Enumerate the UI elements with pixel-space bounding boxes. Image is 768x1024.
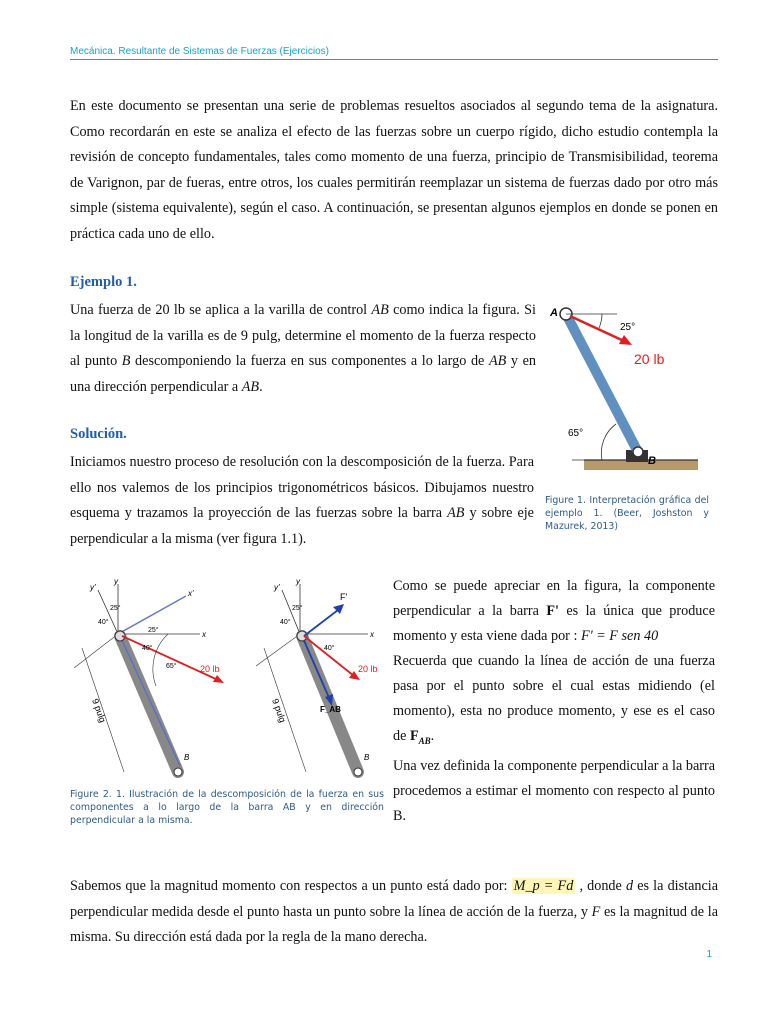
- text-run: Iniciamos nuestro proceso de resolución con la descomposición de la fuerza. Para ello nos valemos de los principios trigonométricos básicos. Dibujamos nuestro esquema y trazamos la proyección de las fuerzas sobre la barra: [70, 454, 534, 522]
- label-b: B: [184, 753, 190, 762]
- angle-25-label-a: 25°: [110, 605, 121, 612]
- text-run: F: [409, 728, 419, 744]
- pin-b: [354, 768, 362, 776]
- text-run: y en una dirección perpendicular a: [70, 353, 536, 395]
- text-run: AB: [447, 505, 465, 522]
- angle-40-label-a: 40°: [280, 619, 291, 626]
- text-run: Una vez definida la componente perpendicular a la barra procedemos a estimar el momento con respecto al punto B.: [393, 757, 715, 824]
- text-run: Como se puede apreciar en la figura, la componente perpendicular a la barra: [393, 578, 715, 619]
- pin-b: [174, 768, 182, 776]
- angle-25-label: 25°: [292, 605, 303, 612]
- label-x-prime: x': [188, 589, 194, 598]
- label-b: B: [364, 753, 370, 762]
- angle-65-label: 65°: [568, 428, 584, 439]
- y-prime-axis: [98, 590, 118, 634]
- example-heading: Ejemplo 1.: [70, 274, 137, 290]
- text-run: AB: [241, 378, 260, 395]
- label-y-prime: y': [90, 583, 96, 592]
- solution-heading: Solución.: [70, 426, 127, 442]
- perpendicular-line: [256, 634, 300, 666]
- text-run: y sobre eje perpendicular a la misma (ver figura 1.1).: [70, 505, 534, 547]
- text-run: es la distancia perpendicular medida desde el punto hasta un punto sobre la línea de acción de la fuerza, y: [70, 878, 718, 920]
- text-run: B: [121, 353, 131, 370]
- angle-40-label-a: 40°: [98, 619, 109, 626]
- perpendicular-line: [74, 634, 118, 668]
- length-label: 9 pulg: [90, 697, 108, 724]
- length-label: 9 pulg: [270, 697, 288, 724]
- text-run: AB: [488, 353, 507, 370]
- text-run: descomponiendo la fuerza en sus componentes a lo largo de: [130, 353, 489, 370]
- text-run: .: [259, 378, 263, 395]
- text-run: Una fuerza de 20 lb se aplica a la varilla de control: [70, 302, 372, 318]
- intro-paragraph: En este documento se presentan una serie de problemas resueltos asociados al segundo tema de la asignatura. Como recordarán en este se analiza el efecto de las fuerzas sobre un cuerpo rígido, dicho estudio contempla la revisión de concepto fundamentales, tales como momento de una fuerza, principio de Transmisibilidad, teorema de Varignon, par de fueras, entre otros, los cuales permitirán reemplazar un sistema de fuerzas dado por otro más simple (sistema equivalente), según el caso. A continuación, se presentan algunos ejemplos en donde se ponen en práctica cada uno de ello.: [70, 98, 718, 242]
- label-y: y: [296, 577, 300, 586]
- text-run: es la única que produce momento y esta viene dada por :: [393, 603, 715, 644]
- moment-equation: M_p = Fd: [513, 878, 574, 894]
- left-panel: [74, 577, 224, 776]
- running-header: Mecánica. Resultante de Sistemas de Fuerzas (Ejercicios): [70, 46, 718, 60]
- text-run: , donde: [575, 878, 626, 894]
- text-run: AB: [418, 735, 431, 746]
- angle-arc-bottom: [601, 424, 616, 460]
- equation: F' = F sen 40: [580, 628, 659, 644]
- label-b: B: [648, 455, 656, 467]
- angle-25-label: 25°: [620, 322, 636, 333]
- text-run: es la magnitud de la misma. Su dirección está dada por la regla de la mano derecha.: [70, 903, 718, 946]
- pin-b: [633, 447, 643, 457]
- page-number: 1: [706, 949, 712, 960]
- figure-2-caption: Figure 2. 1. Ilustración de la descomposición de la fuerza en sus componentes a lo largo de la barra AB y en dirección perpendicular a la misma.: [70, 789, 384, 826]
- force-prime-arrow: [304, 610, 338, 636]
- label-x: x: [202, 630, 206, 639]
- angle-40-label-b: 40°: [142, 645, 153, 652]
- angle-arc-65: [153, 634, 168, 686]
- label-x: x: [370, 630, 374, 639]
- label-a: A: [550, 307, 558, 319]
- pin: [297, 631, 307, 641]
- figure-1-diagram: [542, 300, 718, 484]
- moment-paragraph: [70, 874, 718, 951]
- explanation-column: [393, 574, 715, 829]
- force-label: 20 lb: [634, 351, 665, 367]
- text-run: d: [625, 878, 634, 894]
- text-run: F': [546, 603, 559, 619]
- text-run: Recuerda que cuando la línea de acción de una fuerza pasa por el punto sobre el cual estas midiendo (el momento), esta no produce momento, y ese es el caso de: [393, 653, 715, 744]
- rod-axis: [120, 636, 180, 766]
- angle-arc-top: [599, 314, 602, 328]
- label-y: y: [114, 577, 118, 586]
- text-run: Sabemos que la magnitud momento con respectos a un punto está dado por:: [70, 878, 512, 894]
- angle-25-label-b: 25°: [148, 627, 159, 634]
- label-y-prime: y': [274, 583, 280, 592]
- right-panel: [256, 577, 378, 776]
- text-run: AB: [371, 302, 389, 318]
- angle-40-label-b: 40°: [324, 645, 335, 652]
- angle-65-label: 65°: [166, 663, 177, 670]
- text-run: .: [430, 728, 435, 744]
- solution-paragraph: [70, 450, 534, 552]
- text-run: como indica la figura. Si la longitud de la varilla es de 9 pulg, determine el momento de la fuerza respecto al punto: [70, 302, 536, 370]
- figure-2-diagram: [68, 576, 388, 786]
- y-prime-axis: [282, 590, 300, 634]
- example-statement: [70, 298, 536, 400]
- rod: [120, 636, 178, 772]
- text-run: F: [591, 903, 601, 920]
- label-f-ab: F_AB: [320, 705, 341, 714]
- label-f-prime: F': [340, 592, 348, 602]
- figure-1-caption: Figure 1. Interpretación gráfica del ejemplo 1. (Beer, Joshston y Mazurek, 2013): [545, 495, 709, 532]
- force-label: 20 lb: [200, 664, 220, 674]
- force-label: 20 lb: [358, 664, 378, 674]
